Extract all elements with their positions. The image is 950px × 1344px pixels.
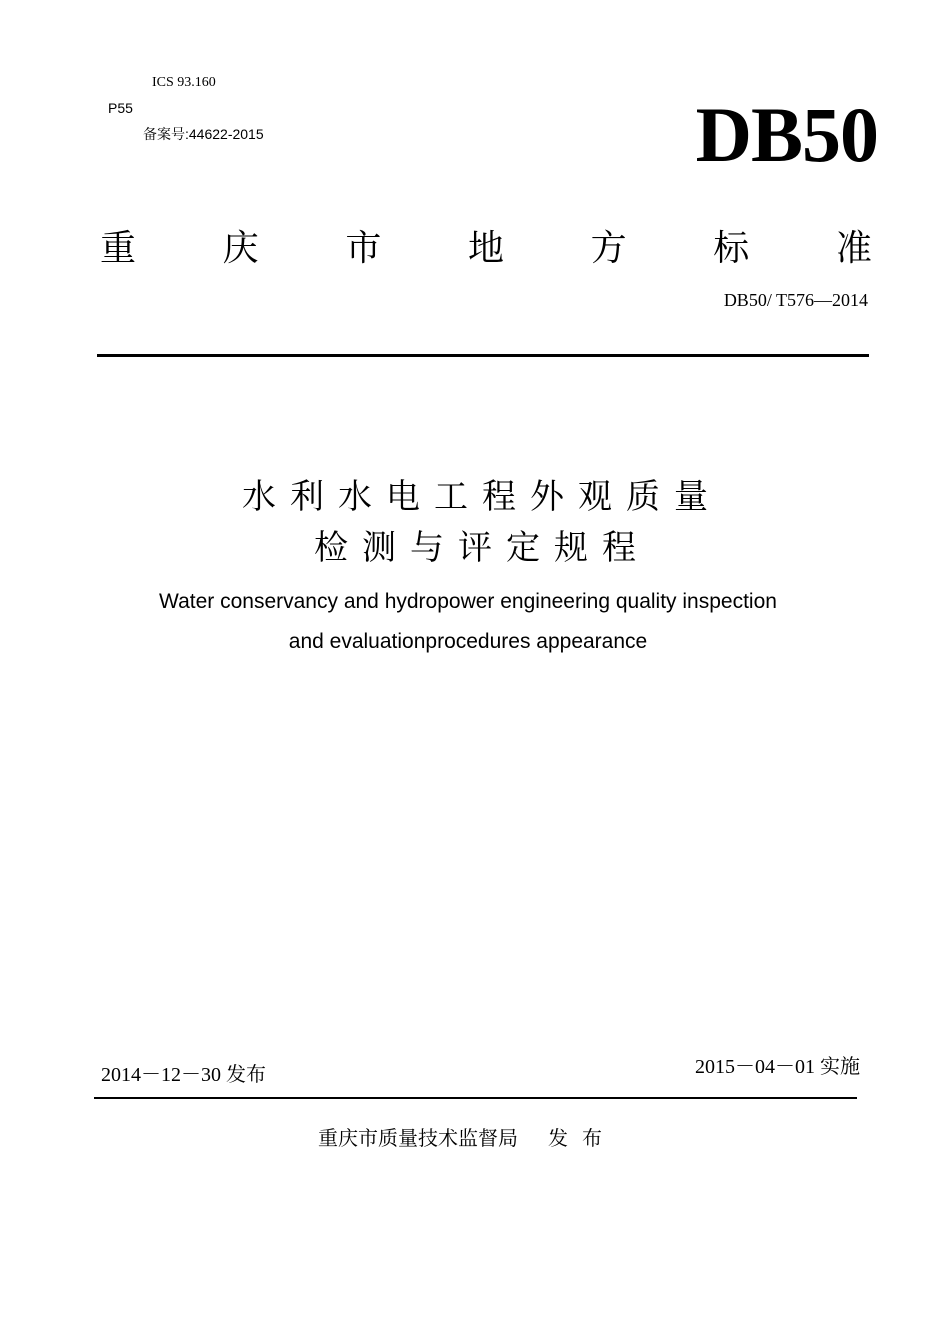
title-english-line-2: and evaluationprocedures appearance <box>288 630 648 653</box>
implementation-date: 2015－04－01 实施 <box>695 1056 860 1078</box>
ics-code: ICS 93.160 <box>152 75 216 90</box>
standard-type-char: 重 <box>100 227 137 268</box>
top-divider <box>97 354 869 357</box>
filing-number: 备案号:44622-2015 <box>143 126 264 142</box>
issuer-action: 发布 <box>548 1128 616 1150</box>
title-chinese-line-2: 检测与评定规程 <box>314 529 650 567</box>
standard-number: DB50/ T576—2014 <box>723 290 868 310</box>
standard-type-char: 准 <box>835 227 872 268</box>
standard-type-char: 标 <box>713 227 750 268</box>
standard-type-char: 地 <box>467 227 504 268</box>
title-english-line-1: Water conservancy and hydropower engineering quality inspection <box>159 590 777 613</box>
bottom-divider <box>94 1097 857 1099</box>
issue-date: 2014－12－30 发布 <box>101 1064 266 1086</box>
standard-type-char: 方 <box>590 227 627 268</box>
standard-type-char: 市 <box>345 227 382 268</box>
standard-type-heading <box>100 227 872 268</box>
standard-code-logo: DB50 <box>695 91 878 178</box>
classification-code: P55 <box>108 100 133 116</box>
standard-type-char: 庆 <box>222 227 259 268</box>
issuer-line <box>318 1122 616 1151</box>
issuer-name: 重庆市质量技术监督局 <box>318 1128 518 1150</box>
title-chinese-line-1: 水利水电工程外观质量 <box>242 478 722 516</box>
